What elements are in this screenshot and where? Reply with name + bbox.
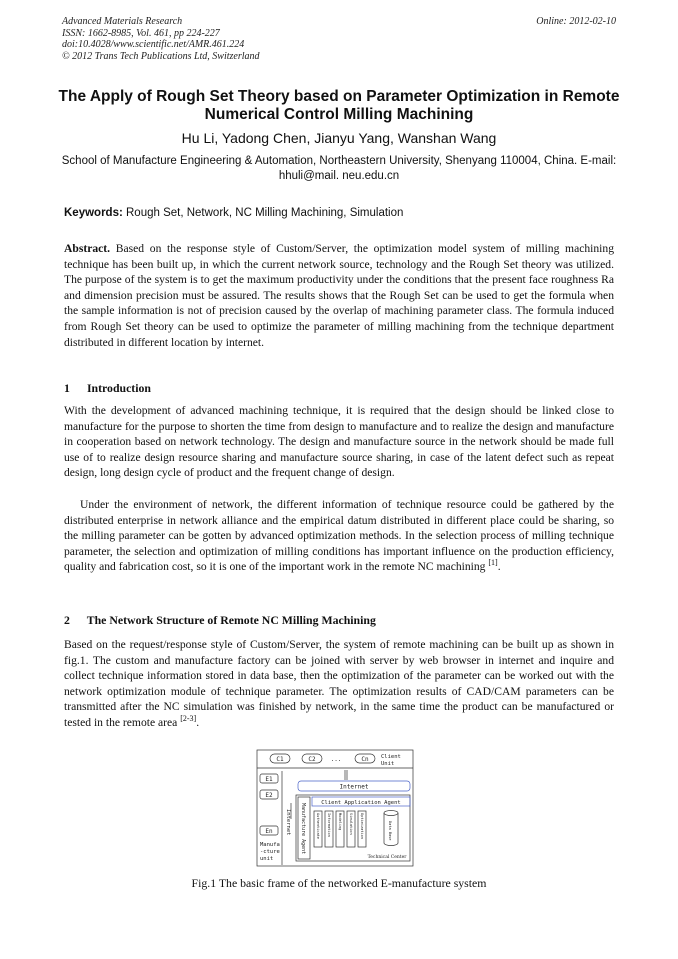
keywords-text: Rough Set, Network, NC Milling Machining, Simulation [126,207,404,219]
section2-paragraph-1-text: Based on the request/response style of Custom/Server, the system of remote machining can be built up as shown in fig.1. The custom and manufacture factory can be joined with server by web browser in internet and inquire and collect technique information stored in data base, then the optimization of the parameter can be worked out with the network optimization module of technique parameter. The optimization results of CAD/CAM parameters can be transmitted after the NC simulation was finished by network, in the same time the product can be manufactured or tested in the remote area [64,638,614,729]
keywords [64,206,616,220]
technical-center-label: Technical Center [367,855,407,860]
affiliation: School of Manufacture Engineering & Automation, Northeastern University, Shenyang 110004, China. E-mail: hhuli@mail. neu.edu.cn [61,155,617,182]
copyright-line: © 2012 Trans Tech Publications Ltd, Switzerland [62,50,260,62]
paper-title: The Apply of Rough Set Theory based on Parameter Optimization in Remote Numerical Control Milling Machining [58,88,620,123]
manufacture-unit-label: Manufa [260,842,280,848]
section1-paragraph-2-text: Under the environment of network, the different information of technique resource could be gathered by the distributed enterprise in network alliance and the empirical datum distributed in different place could be sharing, so the milling parameter can be gotten by advanced optimization methods. In the selection process of milling technique parameter, the selection and optimization of milling conditions has important influence on the production efficiency, quality and fabrication cost, so it is one of the important work in the remote NC machining [64,498,614,574]
section-number: 1 [64,381,70,395]
manufacture-agent-label: Manufacture Agent [300,803,306,855]
module-optimization-label: Optimization [360,813,364,839]
section-title: The Network Structure of Remote NC Milling Machining [86,613,376,627]
manufacture-unit-label-3: unit [260,856,274,862]
abstract-label: Abstract. [64,242,111,255]
module-simulation-label: Simulation [349,813,353,835]
journal-header [62,16,260,62]
section-number: 2 [64,613,70,627]
figure-caption: Fig.1 The basic frame of the networked E-manufacture system [191,876,487,890]
client-node-c2-label: C2 [308,756,316,763]
manufacture-node-e2-label: E2 [265,792,273,799]
module-information-label: Information [327,813,331,837]
client-node-cn-label: Cn [361,756,369,763]
client-unit-label: Client [381,754,401,760]
section1-paragraph-1: With the development of advanced machining technique, it is required that the design should be linked close to manufacture for the purpose to shorten the time from design to manufacture and to realize the design and manufacture in cooperation based on network technology. The design and manufacture source in the network should be made full use of to realize design resource sharing and manufacture source sharing, in case of the latent defect such as repeat design, long design cycle of product and the frequent change of design. [64,404,614,480]
online-date: Online: 2012-02-10 [536,16,616,27]
doi-line[interactable]: doi:10.4028/www.scientific.net/AMR.461.224 [62,39,245,50]
author-list: Hu Li, Yadong Chen, Jianyu Yang, Wanshan Wang [181,130,497,146]
database-label: Data Base [388,821,392,841]
client-ellipsis: ... [330,756,342,763]
journal-name: Advanced Materials Research [62,16,183,27]
section2-paragraph-1: Based on the request/response style of Custom/Server, the system of remote machining can be built up as shown in fig.1. The custom and manufacture factory can be joined with server by web browser in internet and inquire and collect technique information stored in data base, then the optimization of the parameter can be worked out with the network optimization module of technique parameter. The optimization results of CAD/CAM parameters can be transmitted after the NC simulation was finished by network, in the same time the product can be manufactured or tested in the remote area [2-3]. [64,638,614,729]
network-frame-diagram [256,749,414,867]
client-unit-label-2: Unit [381,761,395,767]
internet-vertical-label: Internet [285,809,291,836]
abstract [64,241,614,350]
citation[interactable]: [2-3] [180,714,197,724]
internet-label: Internet [339,783,369,791]
section-heading-2 [64,613,376,627]
section-title: Introduction [86,381,151,395]
section1-paragraph-2: Under the environment of network, the different information of technique resource could be gathered by the distributed enterprise in network alliance and the empirical datum distributed in different place could be sharing, so the milling parameter can be gotten by advanced optimization methods. In the selection process of milling technique parameter, the selection and optimization of milling conditions has important influence on the production efficiency, quality and fabrication cost, so it is one of the important work in the remote NC machining [1]. [64,498,614,574]
section-heading-1 [64,381,151,395]
manufacture-unit-label-2: -cture [260,849,280,855]
client-app-agent-label: Client Application Agent [321,800,401,806]
abstract-text: Based on the response style of Custom/Server, the optimization model system of milling machining technique has been built up, in which the current network source, technology and the Rough Set theory was utilized. The purpose of the system is to get the maximum productivity under the conditions that the present face roughness Ra and dimension precision must be assured. The results shows that the Rough Set can be used to get the formula when the sample information is not of precision caused by the overlap of machining parameter class. The formula induced from Rough Set theory can be used to optimize the parameter of milling machining from the technique department distributed in different location by internet. [64,242,614,349]
module-modeling-label: Modeling [338,813,342,831]
diagram-border [257,750,413,866]
manufacture-node-e1-label: E1 [265,776,273,783]
keywords-label: Keywords: [64,207,123,219]
figure-1 [256,749,414,867]
database-icon-top [384,811,398,816]
manufacture-node-en-label: En [265,828,273,835]
citation[interactable]: [1] [488,558,498,568]
client-node-c1-label: C1 [276,756,284,763]
module-authenticate-label: Authenticate [316,813,320,839]
issn-line: ISSN: 1662-8985, Vol. 461, pp 224-227 [62,27,220,39]
